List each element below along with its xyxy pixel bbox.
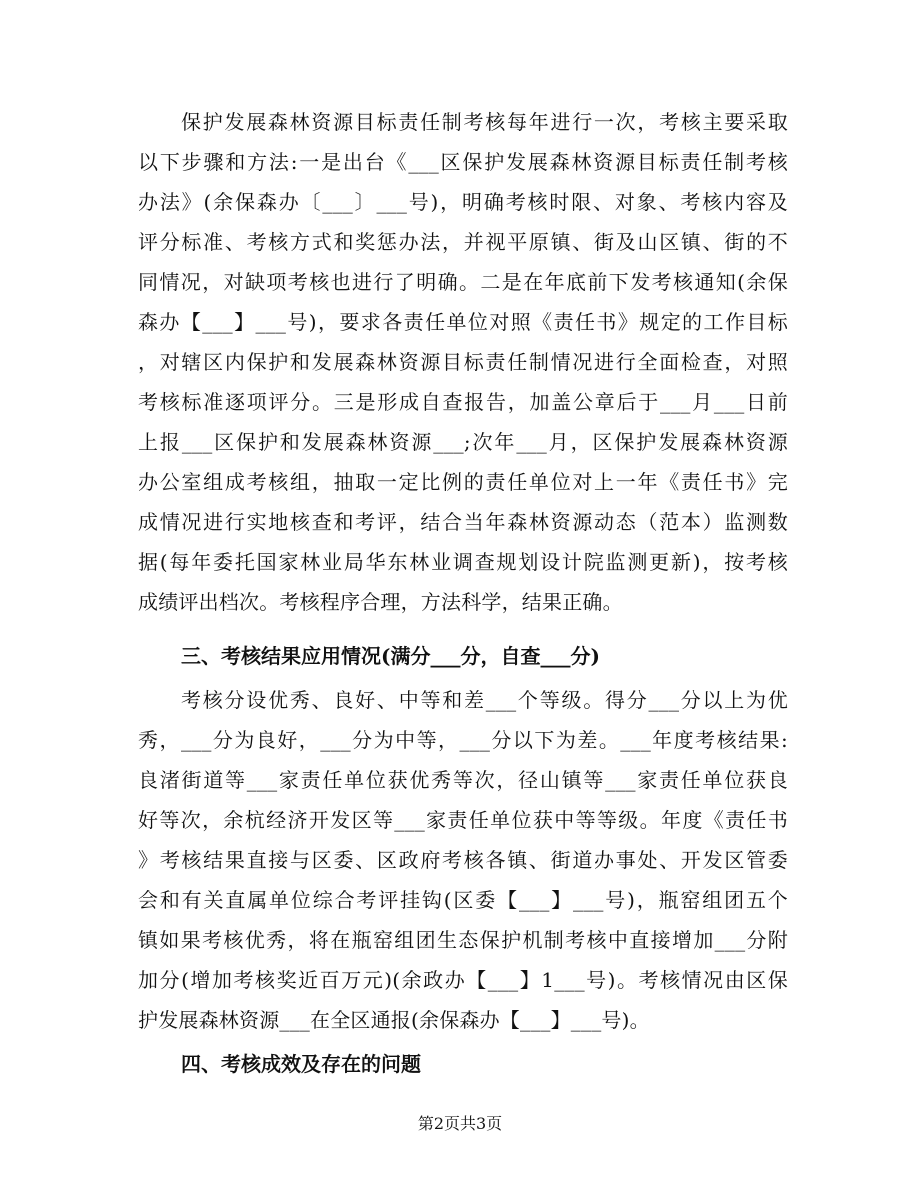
text-line: 良渚街道等___家责任单位获优秀等次，径山镇等___家责任单位获良 [138,768,788,792]
text-line: 成绩评出档次。考核程序合理，方法科学，结果正确。 [138,590,623,614]
text-line: 办公室组成考核组，抽取一定比例的责任单位对上一年《责任书》完 [138,470,788,494]
section-heading-4: 四、考核成效及存在的问题 [181,1052,421,1076]
text-line: 评分标准、考核方式和奖惩办法，并视平原镇、街及山区镇、街的不 [138,230,788,254]
text-line: 考核分设优秀、良好、中等和差___个等级。得分___分以上为优 [181,688,788,712]
text-line: 加分(增加考核奖近百万元)(余政办【___】1___号)。考核情况由区保 [138,968,788,992]
text-line: 》考核结果直接与区委、区政府考核各镇、街道办事处、开发区管委 [138,848,788,872]
section-heading-3: 三、考核结果应用情况(满分___分，自查___分) [181,644,600,668]
text-line: 好等次，余杭经济开发区等___家责任单位获中等等级。年度《责任书 [138,808,788,832]
text-line: 保护发展森林资源目标责任制考核每年进行一次，考核主要采取 [181,110,788,134]
text-line: 考核标准逐项评分。三是形成自查报告，加盖公章后于___月___日前 [138,390,788,414]
text-line: 会和有关直属单位综合考评挂钩(区委【___】___号)，瓶窑组团五个 [138,888,788,912]
text-line: 护发展森林资源___在全区通报(余保森办【___】___号)。 [138,1008,650,1032]
text-line: 秀，___分为良好，___分为中等，___分以下为差。___年度考核结果: [138,728,788,752]
text-line: 据(每年委托国家林业局华东林业调查规划设计院监测更新)，按考核 [138,550,788,574]
text-line: 森办【___】___号)，要求各责任单位对照《责任书》规定的工作目标 [138,310,788,334]
text-line: ，对辖区内保护和发展森林资源目标责任制情况进行全面检查，对照 [138,350,788,374]
text-line: 上报___区保护和发展森林资源___;次年___月，区保护发展森林资源 [138,430,788,454]
page-number: 第2页共3页 [417,1114,503,1133]
text-line: 成情况进行实地核查和考评，结合当年森林资源动态（范本）监测数 [138,510,788,534]
text-line: 办法》(余保森办〔___〕___号)，明确考核时限、对象、考核内容及 [138,190,788,214]
text-line: 同情况，对缺项考核也进行了明确。二是在年底前下发考核通知(余保 [138,270,788,294]
text-line: 以下步骤和方法:一是出台《___区保护发展森林资源目标责任制考核 [138,150,788,174]
text-line: 镇如果考核优秀，将在瓶窑组团生态保护机制考核中直接增加___分附 [138,928,788,952]
